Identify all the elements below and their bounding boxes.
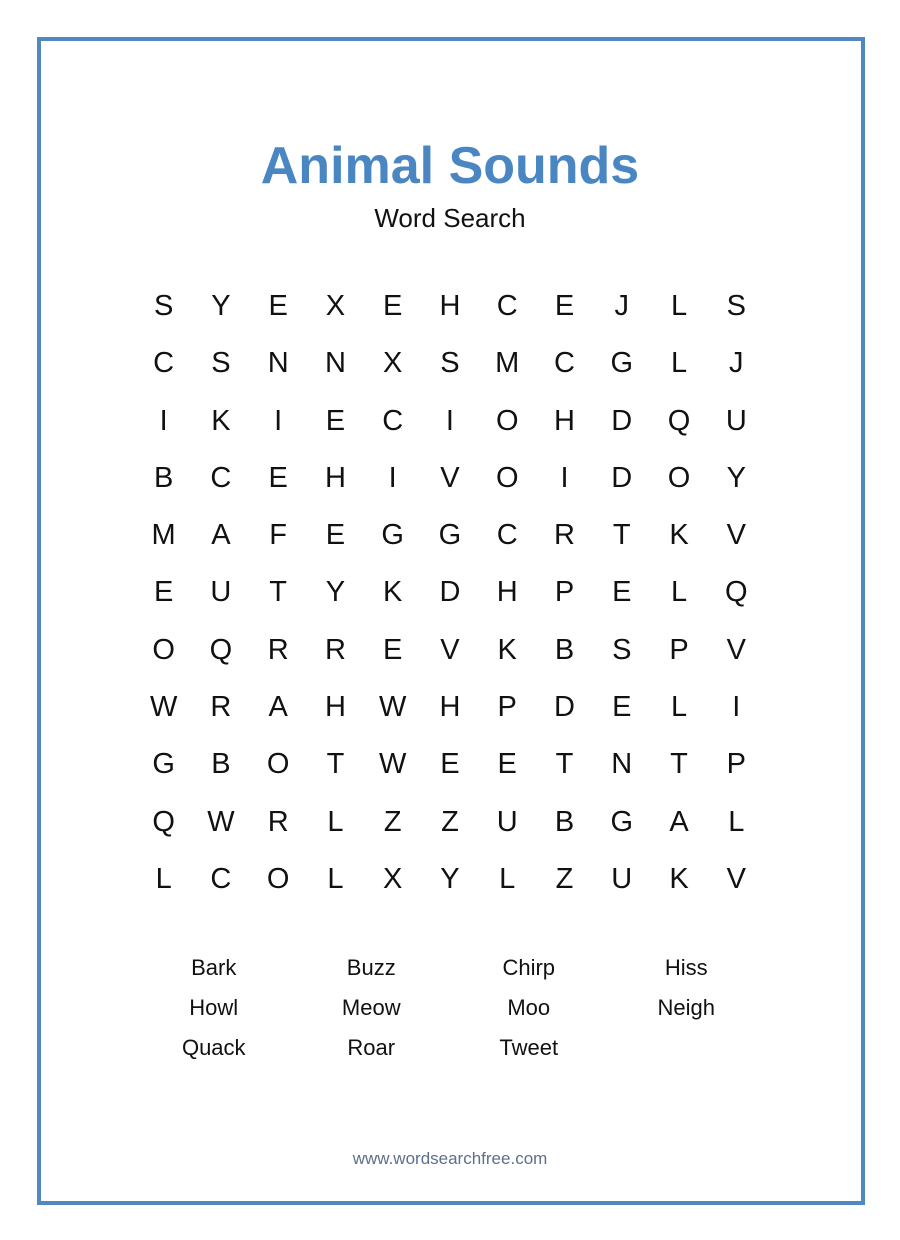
grid-cell: E [440,748,460,781]
grid-cell: I [388,461,397,494]
grid-cell: R [554,519,575,552]
grid-cell: Y [440,862,460,895]
grid-cell: T [670,748,688,781]
grid-cell: S [440,347,460,380]
grid-cell: R [324,633,346,666]
grid-cell: P [497,691,517,724]
grid-cell: B [554,805,575,838]
word-list-item: Buzz [346,955,396,980]
grid-cell: E [268,461,288,494]
grid-cell: L [155,862,172,895]
grid-cell: O [495,404,519,437]
grid-cell: Z [383,805,402,838]
grid-row [135,393,765,450]
grid-cell: O [152,633,175,666]
grid-cell: L [327,805,344,838]
grid-cell: H [439,691,461,724]
word-list-row [135,948,765,988]
word-list-item: Tweet [499,1035,559,1060]
grid-cell: U [496,805,518,838]
grid-cell: U [611,862,633,895]
grid-cell: W [379,748,407,781]
grid-cell: G [610,805,634,838]
word-list-row [135,988,765,1028]
grid-cell: P [669,633,689,666]
grid-cell: Q [209,633,233,666]
word-list-item: Quack [181,1035,246,1060]
grid-cell: I [274,404,283,437]
word-list-item: Chirp [502,955,556,980]
grid-row [135,622,765,679]
word-list [135,948,765,1068]
grid-row [135,851,765,908]
grid-cell: Z [555,862,574,895]
grid-cell: C [496,519,518,552]
grid-cell: O [667,461,691,494]
page-title: Animal Sounds [260,137,640,195]
grid-cell: S [612,633,632,666]
grid-cell: S [726,290,746,322]
grid-cell: Y [726,461,746,494]
word-list-item: Howl [189,995,239,1020]
grid-cell: I [445,404,454,437]
grid-cell: B [153,461,174,494]
grid-cell: Q [667,404,691,437]
grid-cell: L [670,347,688,380]
grid-cell: E [383,633,403,666]
grid-cell: V [440,461,460,494]
grid-cell: V [726,519,746,552]
grid-cell: E [612,576,632,609]
grid-cell: P [726,748,746,781]
grid-cell: O [266,862,290,895]
grid-cell: E [383,290,403,322]
letter-grid [135,278,765,908]
grid-cell: L [670,691,688,724]
grid-cell: E [497,748,517,781]
grid-cell: X [383,347,403,380]
grid-cell: G [438,519,462,552]
grid-cell: D [611,404,633,437]
word-list-item: Neigh [657,995,715,1020]
grid-cell: C [210,862,232,895]
word-list-row [135,1028,765,1068]
grid-cell: H [439,290,461,322]
grid-cell: E [554,290,575,322]
grid-cell: A [211,519,231,552]
grid-cell: G [152,748,175,781]
grid-cell: S [211,347,231,380]
grid-cell: J [614,290,629,322]
grid-cell: V [440,633,460,666]
grid-row [135,507,765,564]
grid-cell: M [495,347,520,380]
word-list-item: Roar [347,1035,396,1060]
grid-cell: A [268,691,288,724]
grid-cell: V [726,862,746,895]
grid-cell: U [210,576,232,609]
grid-cell: Q [725,576,748,609]
grid-cell: V [726,633,746,666]
grid-cell: S [153,290,174,322]
grid-cell: L [670,576,688,609]
grid-cell: R [267,805,289,838]
grid-cell: X [383,862,403,895]
grid-cell: E [612,691,632,724]
grid-cell: J [729,347,744,380]
grid-cell: O [266,748,290,781]
grid-cell: H [496,576,518,609]
grid-cell: H [324,461,346,494]
grid-cell: U [725,404,747,437]
grid-cell: N [324,347,346,380]
grid-cell: D [554,691,575,724]
grid-cell: R [267,633,289,666]
grid-cell: G [610,347,634,380]
grid-cell: L [670,290,688,322]
footer-url: www.wordsearchfree.com [352,1149,548,1168]
grid-cell: Y [211,290,231,322]
grid-cell: C [210,461,232,494]
word-list-item: Meow [341,995,401,1020]
grid-cell: D [611,461,633,494]
grid-row [135,679,765,736]
grid-cell: L [499,862,516,895]
grid-cell: R [210,691,232,724]
grid-row [135,278,765,335]
grid-cell: E [268,290,288,322]
grid-cell: H [554,404,575,437]
grid-cell: I [159,404,168,437]
word-list-item: Hiss [664,955,708,980]
grid-row [135,564,765,621]
grid-cell: N [267,347,289,380]
grid-row [135,794,765,851]
grid-cell: I [732,691,741,724]
grid-cell: W [207,805,235,838]
grid-cell: P [554,576,575,609]
page-subtitle: Word Search [374,203,526,233]
grid-cell: C [382,404,404,437]
grid-row [135,450,765,507]
grid-cell: W [379,691,407,724]
grid-cell: K [383,576,403,609]
grid-cell: C [153,347,175,380]
grid-cell: Q [152,805,175,838]
grid-cell: M [151,519,176,552]
grid-cell: G [381,519,404,552]
grid-cell: C [554,347,575,380]
grid-cell: Z [441,805,459,838]
grid-cell: A [669,805,689,838]
grid-cell: E [325,404,346,437]
grid-cell: X [325,290,346,322]
grid-cell: L [728,805,745,838]
grid-cell: F [269,519,288,552]
grid-cell: K [497,633,517,666]
grid-cell: K [211,404,231,437]
grid-cell: T [269,576,288,609]
grid-row [135,736,765,793]
grid-cell: E [153,576,174,609]
grid-cell: D [439,576,461,609]
grid-cell: K [669,519,689,552]
grid-cell: I [560,461,569,494]
word-list-item: Bark [191,955,237,980]
grid-cell: T [612,519,631,552]
grid-cell: E [325,519,346,552]
grid-cell: W [149,691,178,724]
grid-row [135,335,765,392]
grid-cell: B [211,748,231,781]
grid-cell: H [324,691,346,724]
grid-cell: B [554,633,575,666]
word-list-item: Moo [507,995,551,1020]
grid-cell: T [326,748,345,781]
grid-cell: T [555,748,574,781]
grid-cell: K [669,862,689,895]
grid-cell: N [611,748,633,781]
grid-cell: Y [325,576,346,609]
grid-cell: L [327,862,344,895]
grid-cell: C [496,290,518,322]
grid-cell: O [495,461,519,494]
